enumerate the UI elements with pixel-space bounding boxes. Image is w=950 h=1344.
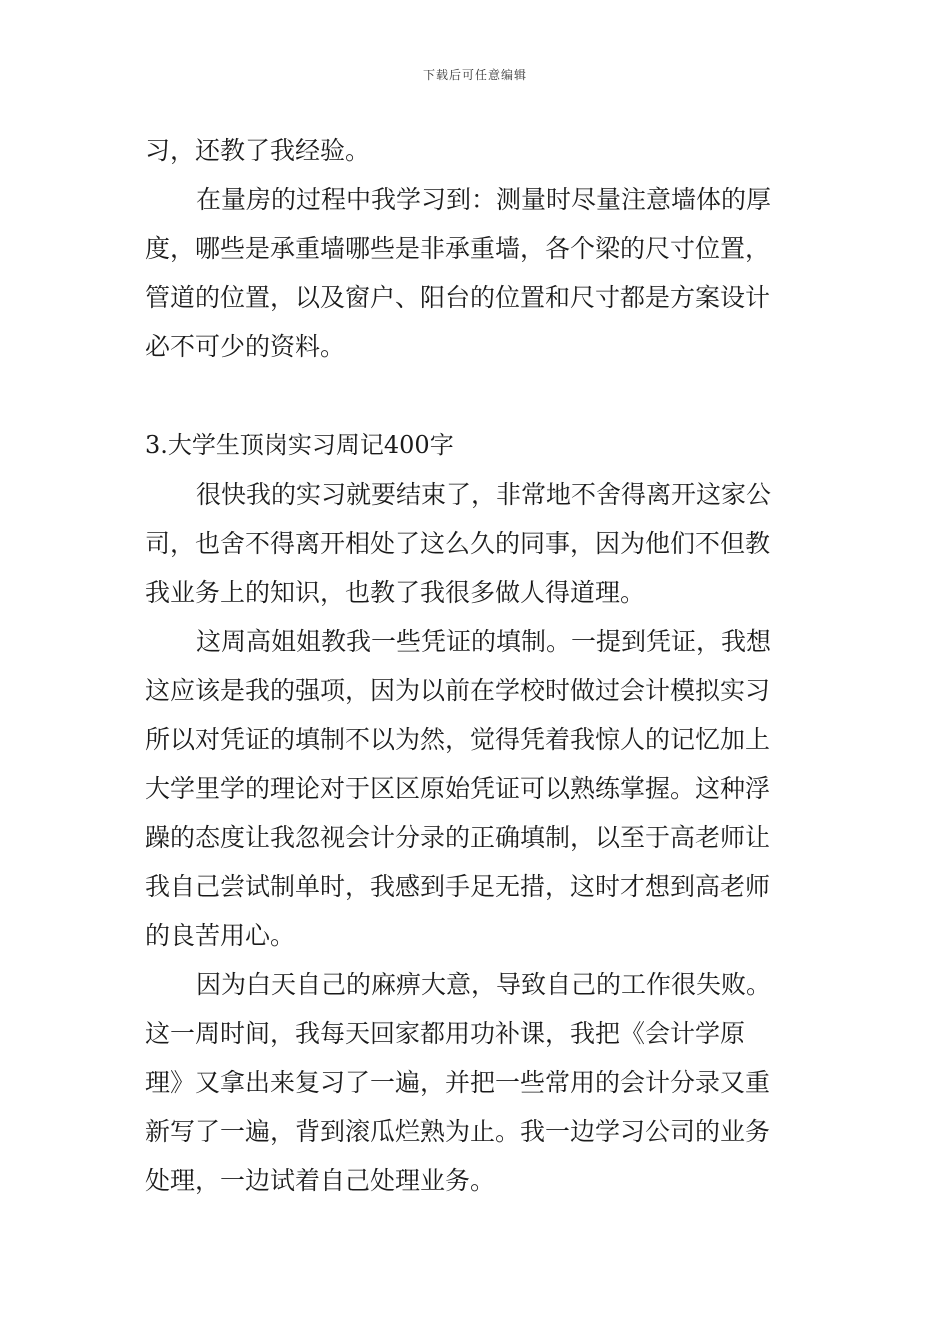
paragraph-vouchers (145, 617, 813, 960)
paragraph-continuation (145, 126, 813, 175)
text-line: 我业务上的知识，也教了我很多做人得道理。 (145, 578, 646, 607)
paragraph-self-study (145, 960, 813, 1205)
text-line: 理》又拿出来复习了一遍，并把一些常用的会计分录又重 (145, 1068, 771, 1097)
text-line: 这一周时间，我每天回家都用功补课，我把《会计学原 (145, 1019, 746, 1048)
text-line: 处理，一边试着自己处理业务。 (145, 1166, 496, 1195)
text-line: 在量房的过程中我学习到：测量时尽量注意墙体的厚 (196, 185, 772, 214)
text-line: 躁的态度让我忽视会计分录的正确填制，以至于高老师让 (145, 823, 771, 852)
text-line: 必不可少的资料。 (145, 332, 346, 361)
text-line: 这周高姐姐教我一些凭证的填制。一提到凭证，我想 (196, 627, 772, 656)
text-line: 司，也舍不得离开相处了这么久的同事，因为他们不但教 (145, 529, 771, 558)
document-body (145, 126, 813, 1205)
blank-line (145, 371, 813, 421)
text-line: 所以对凭证的填制不以为然，觉得凭着我惊人的记忆加上 (145, 725, 771, 754)
text-line: 管道的位置，以及窗户、阳台的位置和尺寸都是方案设计 (145, 283, 771, 312)
text-line: 习，还教了我经验。 (145, 136, 371, 165)
paragraph-measuring-house (145, 175, 813, 371)
text-line: 我自己尝试制单时，我感到手足无措，这时才想到高老师 (145, 872, 771, 901)
text-line: 大学里学的理论对于区区原始凭证可以熟练掌握。这种浮 (145, 774, 771, 803)
page-header-note: 下载后可任意编辑 (422, 68, 527, 82)
text-line: 这应该是我的强项，因为以前在学校时做过会计模拟实习 (145, 676, 771, 705)
text-line: 很快我的实习就要结束了，非常地不舍得离开这家公 (196, 480, 772, 509)
text-line: 度，哪些是承重墙哪些是非承重墙，各个梁的尺寸位置， (145, 234, 771, 263)
text-line: 的良苦用心。 (145, 921, 296, 950)
text-line: 新写了一遍，背到滚瓜烂熟为止。我一边学习公司的业务 (145, 1117, 771, 1146)
section-heading: 3.大学生顶岗实习周记400字 (145, 431, 454, 459)
paragraph-internship-ending (145, 470, 813, 617)
text-line: 因为白天自己的麻痹大意，导致自己的工作很失败。 (196, 970, 772, 999)
